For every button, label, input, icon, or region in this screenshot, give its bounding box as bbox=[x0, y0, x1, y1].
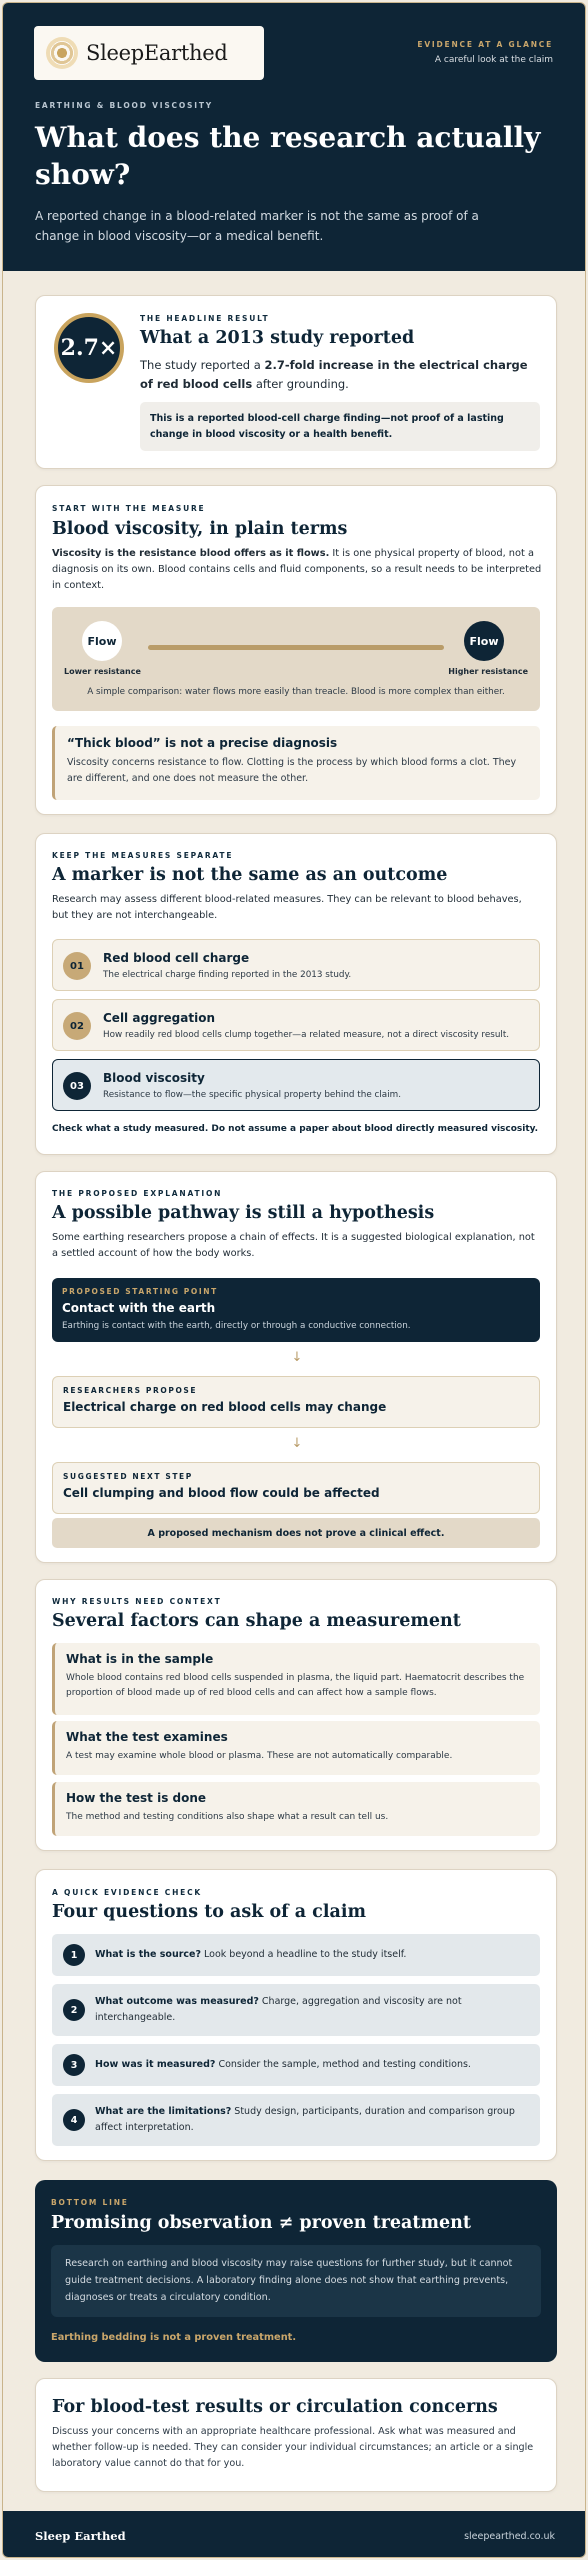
factor-title: How the test is done bbox=[66, 1791, 207, 1805]
list-item bbox=[52, 999, 540, 1051]
question-text: What are the limitations? Study design, participants, duration and comparison group affect interpretation. bbox=[95, 2106, 515, 2133]
bottom-line-text: Research on earthing and blood viscosity may raise questions for further study, but it cannot guide treatment decisions. A laboratory finding alone does not show that earthing prevents, diagnoses or treats a circulatory condition. bbox=[51, 2245, 541, 2317]
brand-name: SleepEarthed bbox=[86, 41, 228, 65]
list-item bbox=[52, 939, 540, 991]
item-desc: How readily red blood cells clump together—a related measure, not a direct viscosity result. bbox=[103, 1030, 510, 1040]
flow-caption: A simple comparison: water flows more easily than treacle. Blood is more complex than either. bbox=[87, 687, 505, 697]
item-title: Red blood cell charge bbox=[103, 951, 250, 965]
step-desc: Earthing is contact with the earth, directly or through a conductive connection. bbox=[62, 1321, 411, 1331]
factors-title: Several factors can shape a measurement bbox=[52, 1611, 461, 1631]
bottom-line-card bbox=[35, 2180, 557, 2362]
pathway-step-1 bbox=[52, 1278, 540, 1342]
marker-card bbox=[35, 833, 557, 1155]
high-resistance-bubble: Flow bbox=[464, 621, 504, 661]
low-resistance-bubble: Flow bbox=[82, 621, 122, 661]
marker-footnote: Check what a study measured. Do not assume a paper about blood directly measured viscosity. bbox=[52, 1124, 539, 1134]
questions-eyebrow: A QUICK EVIDENCE CHECK bbox=[52, 1888, 203, 1897]
question-item bbox=[52, 1984, 540, 2036]
headline-card bbox=[35, 295, 557, 469]
resistance-scale bbox=[148, 645, 444, 650]
flow-comparison bbox=[52, 607, 540, 711]
concerns-text: Discuss your concerns with an appropriate healthcare professional. Ask what was measured and whether follow-up is needed. They can consider your individual circumstances; an article or a single laboratory value cannot do that for you. bbox=[52, 2426, 534, 2469]
measure-card bbox=[35, 485, 557, 815]
arrow-down-icon: ↓ bbox=[291, 1436, 303, 1451]
pathway-footnote: A proposed mechanism does not prove a clinical effect. bbox=[52, 1518, 540, 1548]
thick-blood-note bbox=[52, 726, 540, 800]
question-number: 2 bbox=[63, 1999, 85, 2021]
step-title: Contact with the earth bbox=[62, 1301, 216, 1315]
pathway-title: A possible pathway is still a hypothesis bbox=[52, 1203, 435, 1223]
note-text: Viscosity concerns resistance to flow. Clotting is the process by which blood forms a clot. They are different, and one does not measure the other. bbox=[67, 757, 517, 784]
measure-title: Blood viscosity, in plain terms bbox=[52, 519, 348, 539]
sun-logo-icon bbox=[46, 37, 78, 69]
measure-eyebrow: START WITH THE MEASURE bbox=[52, 504, 206, 513]
low-resistance-label: Lower resistance bbox=[64, 667, 141, 676]
pathway-card bbox=[35, 1171, 557, 1563]
factor-item bbox=[52, 1721, 540, 1775]
hero-eyebrow: EARTHING & BLOOD VISCOSITY bbox=[35, 101, 213, 110]
item-number: 02 bbox=[63, 1012, 91, 1040]
arrow-down-icon: ↓ bbox=[291, 1350, 303, 1365]
hero-tag-sub: A careful look at the claim bbox=[434, 55, 553, 65]
fold-change-badge: 2.7× bbox=[54, 313, 124, 383]
item-title: Cell aggregation bbox=[103, 1011, 216, 1025]
factors-card bbox=[35, 1579, 557, 1851]
item-number: 01 bbox=[63, 952, 91, 980]
headline-text: The study reported a 2.7-fold increase in the electrical charge of red blood cells after grounding. bbox=[140, 358, 528, 391]
footer bbox=[3, 2511, 586, 2558]
factor-desc: Whole blood contains red blood cells suspended in plasma, the liquid part. Haematocrit describes the proportion of blood made up of red blood cells and can affect how a sample flows. bbox=[66, 1673, 525, 1698]
footer-url-link[interactable]: sleepearthed.co.uk bbox=[464, 2531, 555, 2542]
marker-eyebrow: KEEP THE MEASURES SEPARATE bbox=[52, 851, 234, 860]
footer-brand[interactable]: Sleep Earthed bbox=[35, 2529, 126, 2543]
bottom-line-eyebrow: BOTTOM LINE bbox=[51, 2198, 129, 2207]
question-item bbox=[52, 2094, 540, 2146]
marker-intro: Research may assess different blood-related measures. They can be relevant to blood behaves, but they are not interchangeable. bbox=[52, 894, 522, 921]
questions-title: Four questions to ask of a claim bbox=[52, 1902, 366, 1922]
factor-title: What is in the sample bbox=[66, 1652, 214, 1666]
question-item bbox=[52, 2044, 540, 2086]
concerns-card bbox=[35, 2378, 557, 2492]
pathway-intro: Some earthing researchers propose a chain of effects. It is a suggested biological explanation, not a settled account of how the body works. bbox=[52, 1232, 535, 1259]
bottom-line-footnote: Earthing bedding is not a proven treatment. bbox=[51, 2332, 297, 2343]
step-title: Electrical charge on red blood cells may change bbox=[63, 1400, 387, 1414]
bottom-line-title: Promising observation ≠ proven treatment bbox=[51, 2213, 471, 2233]
page bbox=[2, 2, 586, 2558]
factor-item bbox=[52, 1643, 540, 1715]
factor-title: What the test examines bbox=[66, 1730, 228, 1744]
headline-callout: This is a reported blood-cell charge finding—not proof of a lasting change in blood viscosity or a health benefit. bbox=[140, 402, 540, 451]
high-resistance-label: Higher resistance bbox=[448, 667, 528, 676]
factor-desc: The method and testing conditions also shape what a result can tell us. bbox=[66, 1812, 389, 1822]
step-title: Cell clumping and blood flow could be affected bbox=[63, 1486, 380, 1500]
step-eyebrow: SUGGESTED NEXT STEP bbox=[63, 1472, 193, 1481]
question-item bbox=[52, 1934, 540, 1976]
marker-title: A marker is not the same as an outcome bbox=[52, 865, 448, 885]
pathway-step-3 bbox=[52, 1462, 540, 1514]
measure-intro: Viscosity is the resistance blood offers as it flows. It is one physical property of blood, not a diagnosis on its own. Blood contains cells and fluid components, so a result needs to be interpreted in context. bbox=[52, 548, 542, 591]
factor-desc: A test may examine whole blood or plasma. These are not automatically comparable. bbox=[66, 1751, 453, 1761]
item-title: Blood viscosity bbox=[103, 1071, 205, 1085]
headline-title: What a 2013 study reported bbox=[140, 328, 415, 348]
question-text: What is the source? Look beyond a headline to the study itself. bbox=[95, 1949, 407, 1960]
questions-card bbox=[35, 1869, 557, 2161]
hero-tag: EVIDENCE AT A GLANCE bbox=[417, 40, 553, 49]
item-number: 03 bbox=[63, 1072, 91, 1100]
question-text: What outcome was measured? Charge, aggregation and viscosity are not interchangeable. bbox=[95, 1996, 462, 2023]
list-item-highlighted bbox=[52, 1059, 540, 1111]
page-subtitle: A reported change in a blood-related marker is not the same as proof of a change in blood viscosity—or a medical benefit. bbox=[35, 209, 479, 243]
factors-eyebrow: WHY RESULTS NEED CONTEXT bbox=[52, 1597, 222, 1606]
hero-header bbox=[3, 3, 586, 271]
question-number: 3 bbox=[63, 2054, 85, 2076]
step-eyebrow: PROPOSED STARTING POINT bbox=[62, 1287, 218, 1296]
item-desc: The electrical charge finding reported in the 2013 study. bbox=[103, 970, 352, 980]
pathway-eyebrow: THE PROPOSED EXPLANATION bbox=[52, 1189, 223, 1198]
factor-item bbox=[52, 1782, 540, 1836]
item-desc: Resistance to flow—the specific physical property behind the claim. bbox=[103, 1090, 402, 1100]
brand-logo[interactable] bbox=[34, 26, 264, 80]
pathway-step-2 bbox=[52, 1376, 540, 1428]
concerns-title: For blood-test results or circulation concerns bbox=[52, 2397, 498, 2417]
question-number: 1 bbox=[63, 1944, 85, 1966]
headline-eyebrow: THE HEADLINE RESULT bbox=[140, 314, 270, 323]
question-number: 4 bbox=[63, 2109, 85, 2131]
question-text: How was it measured? Consider the sample, method and testing conditions. bbox=[95, 2059, 471, 2070]
note-title: “Thick blood” is not a precise diagnosis bbox=[67, 736, 338, 750]
page-title: What does the research actually show? bbox=[35, 121, 541, 191]
step-eyebrow: RESEARCHERS PROPOSE bbox=[63, 1386, 198, 1395]
